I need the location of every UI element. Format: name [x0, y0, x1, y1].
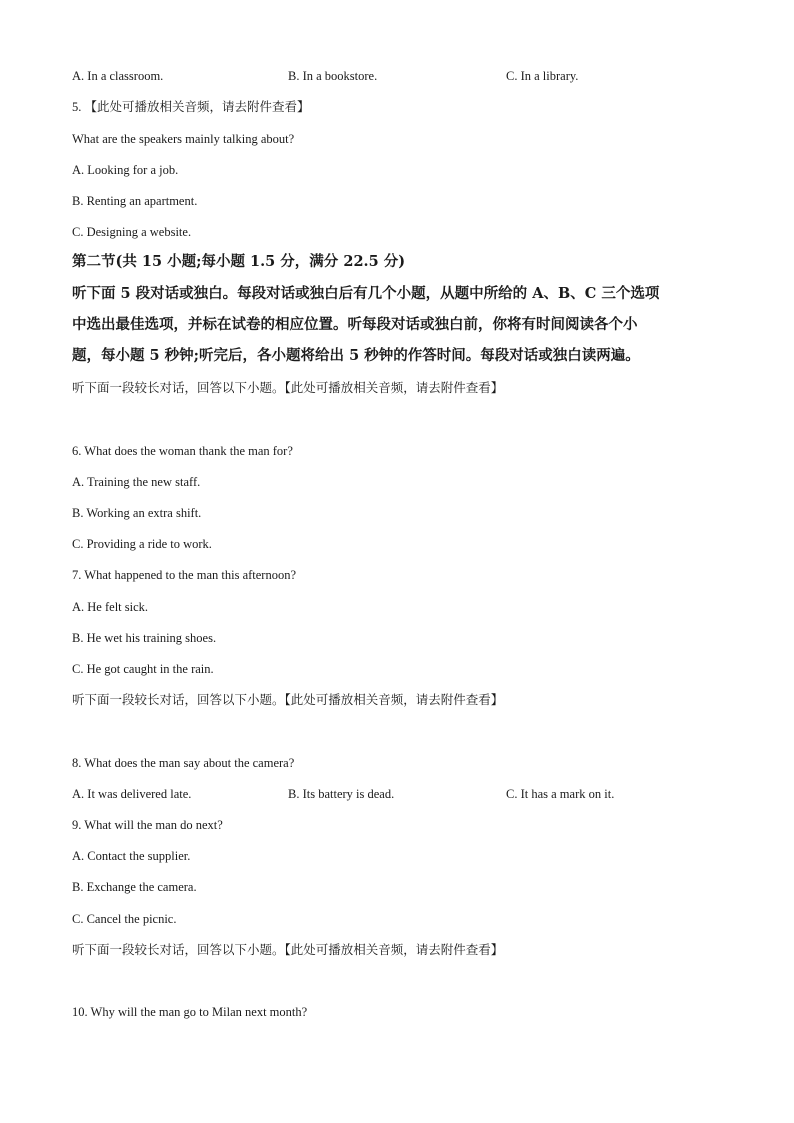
- q5-option-a: A. Looking for a job.: [72, 163, 179, 177]
- q6-option-c: C. Providing a ride to work.: [72, 537, 212, 551]
- group3-intro[interactable]: 听下面一段较长对话，回答以下小题。【此处可播放相关音频，请去附件查看】: [72, 942, 504, 957]
- q6-option-b: B. Working an extra shift.: [72, 506, 202, 520]
- section2-heading: 第二节(共 15 小题;每小题 1.5 分，满分 22.5 分): [72, 253, 406, 270]
- q7-option-a: A. He felt sick.: [72, 600, 149, 614]
- section2-instructions-line2: 中选出最佳选项，并标在试卷的相应位置。听每段对话或独白前，你将有时间阅读各个小: [72, 316, 638, 333]
- q5-option-b: B. Renting an apartment.: [72, 194, 198, 208]
- q7-option-c: C. He got caught in the rain.: [72, 662, 214, 676]
- q4-option-b: B. In a bookstore.: [288, 69, 378, 83]
- q10-question: 10. Why will the man go to Milan next month?: [72, 1005, 308, 1019]
- q8-question: 8. What does the man say about the camera?: [72, 756, 295, 770]
- group2-intro[interactable]: 听下面一段较长对话，回答以下小题。【此处可播放相关音频，请去附件查看】: [72, 692, 504, 707]
- q8-option-c: C. It has a mark on it.: [506, 787, 615, 801]
- q4-option-a: A. In a classroom.: [72, 69, 164, 83]
- q7-option-b: B. He wet his training shoes.: [72, 631, 217, 645]
- q5-number: 5.: [72, 100, 82, 114]
- q9-question: 9. What will the man do next?: [72, 818, 223, 832]
- q9-option-c: C. Cancel the picnic.: [72, 912, 177, 926]
- q4-option-c: C. In a library.: [506, 69, 579, 83]
- q9-option-b: B. Exchange the camera.: [72, 880, 197, 894]
- q8-option-a: A. It was delivered late.: [72, 787, 192, 801]
- group1-intro[interactable]: 听下面一段较长对话，回答以下小题。【此处可播放相关音频，请去附件查看】: [72, 380, 504, 395]
- q5-header: [72, 99, 310, 115]
- q7-question: 7. What happened to the man this afternoon?: [72, 568, 297, 582]
- q9-option-a: A. Contact the supplier.: [72, 849, 191, 863]
- q5-audio-note[interactable]: 【此处可播放相关音频，请去附件查看】: [84, 99, 310, 114]
- section2-instructions-line1: 听下面 5 段对话或独白。每段对话或独白后有几个小题，从题中所给的 A、B、C 三个选项: [72, 285, 660, 302]
- q6-option-a: A. Training the new staff.: [72, 475, 201, 489]
- q8-option-b: B. Its battery is dead.: [288, 787, 395, 801]
- q5-option-c: C. Designing a website.: [72, 225, 192, 239]
- section2-instructions-line3: 题，每小题 5 秒钟;听完后，各小题将给出 5 秒钟的作答时间。每段对话或独白读两遍。: [72, 347, 640, 364]
- q5-question: What are the speakers mainly talking about?: [72, 132, 295, 146]
- q4-options-row: [72, 68, 772, 84]
- q6-question: 6. What does the woman thank the man for?: [72, 444, 293, 458]
- q8-options-row: [72, 786, 772, 802]
